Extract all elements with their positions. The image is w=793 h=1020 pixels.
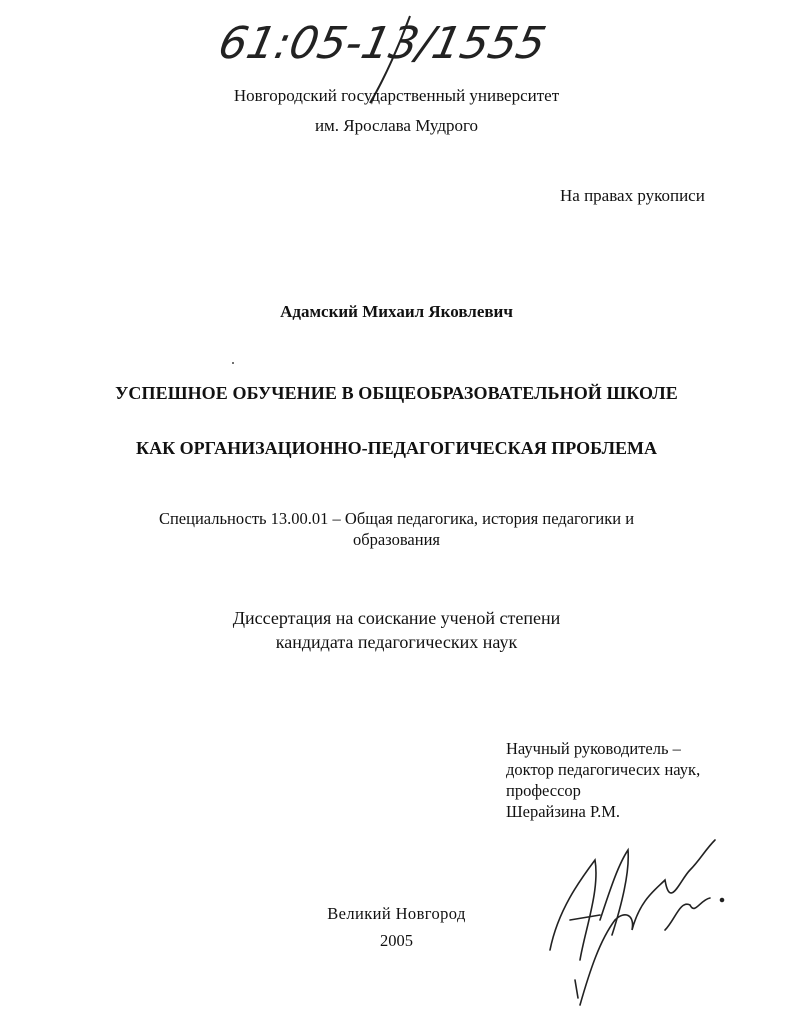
title-line-2: КАК ОРГАНИЗАЦИОННО-ПЕДАГОГИЧЕСКАЯ ПРОБЛЕМА bbox=[136, 438, 657, 458]
specialty-block bbox=[0, 508, 793, 550]
advisor-block bbox=[506, 738, 746, 822]
author-name: Адамский Михаил Яковлевич bbox=[280, 302, 513, 321]
dissertation-line-2: кандидата педагогических наук bbox=[275, 632, 518, 652]
advisor-line-2: доктор педагогичесих наук, bbox=[506, 760, 701, 779]
handwritten-archive-code bbox=[214, 8, 551, 78]
specialty-line-2: образования bbox=[352, 530, 441, 549]
scan-speck bbox=[232, 362, 234, 364]
advisor-line-1: Научный руководитель – bbox=[506, 739, 681, 758]
advisor-line-3: профессор bbox=[506, 781, 581, 800]
rights-note: На правах рукописи bbox=[560, 186, 705, 205]
handwritten-code-text: 61:05-13/1555 bbox=[214, 18, 551, 69]
dissertation-line-1: Диссертация на соискание ученой степени bbox=[232, 608, 561, 628]
title-line-1: УСПЕШНОЕ ОБУЧЕНИЕ В ОБЩЕОБРАЗОВАТЕЛЬНОЙ ШКОЛЕ bbox=[115, 383, 678, 403]
advisor-line-4: Шерайзина Р.М. bbox=[506, 802, 621, 821]
dissertation-block bbox=[0, 606, 793, 654]
year: 2005 bbox=[380, 931, 413, 950]
university-name: Новгородский государственный университет bbox=[233, 86, 560, 105]
city: Великий Новгород bbox=[327, 904, 466, 923]
handwritten-signature bbox=[540, 820, 740, 1010]
specialty-line-1: Специальность 13.00.01 – Общая педагогика, история педагогики и bbox=[158, 509, 635, 528]
university-named-after: им. Ярослава Мудрого bbox=[314, 116, 479, 135]
